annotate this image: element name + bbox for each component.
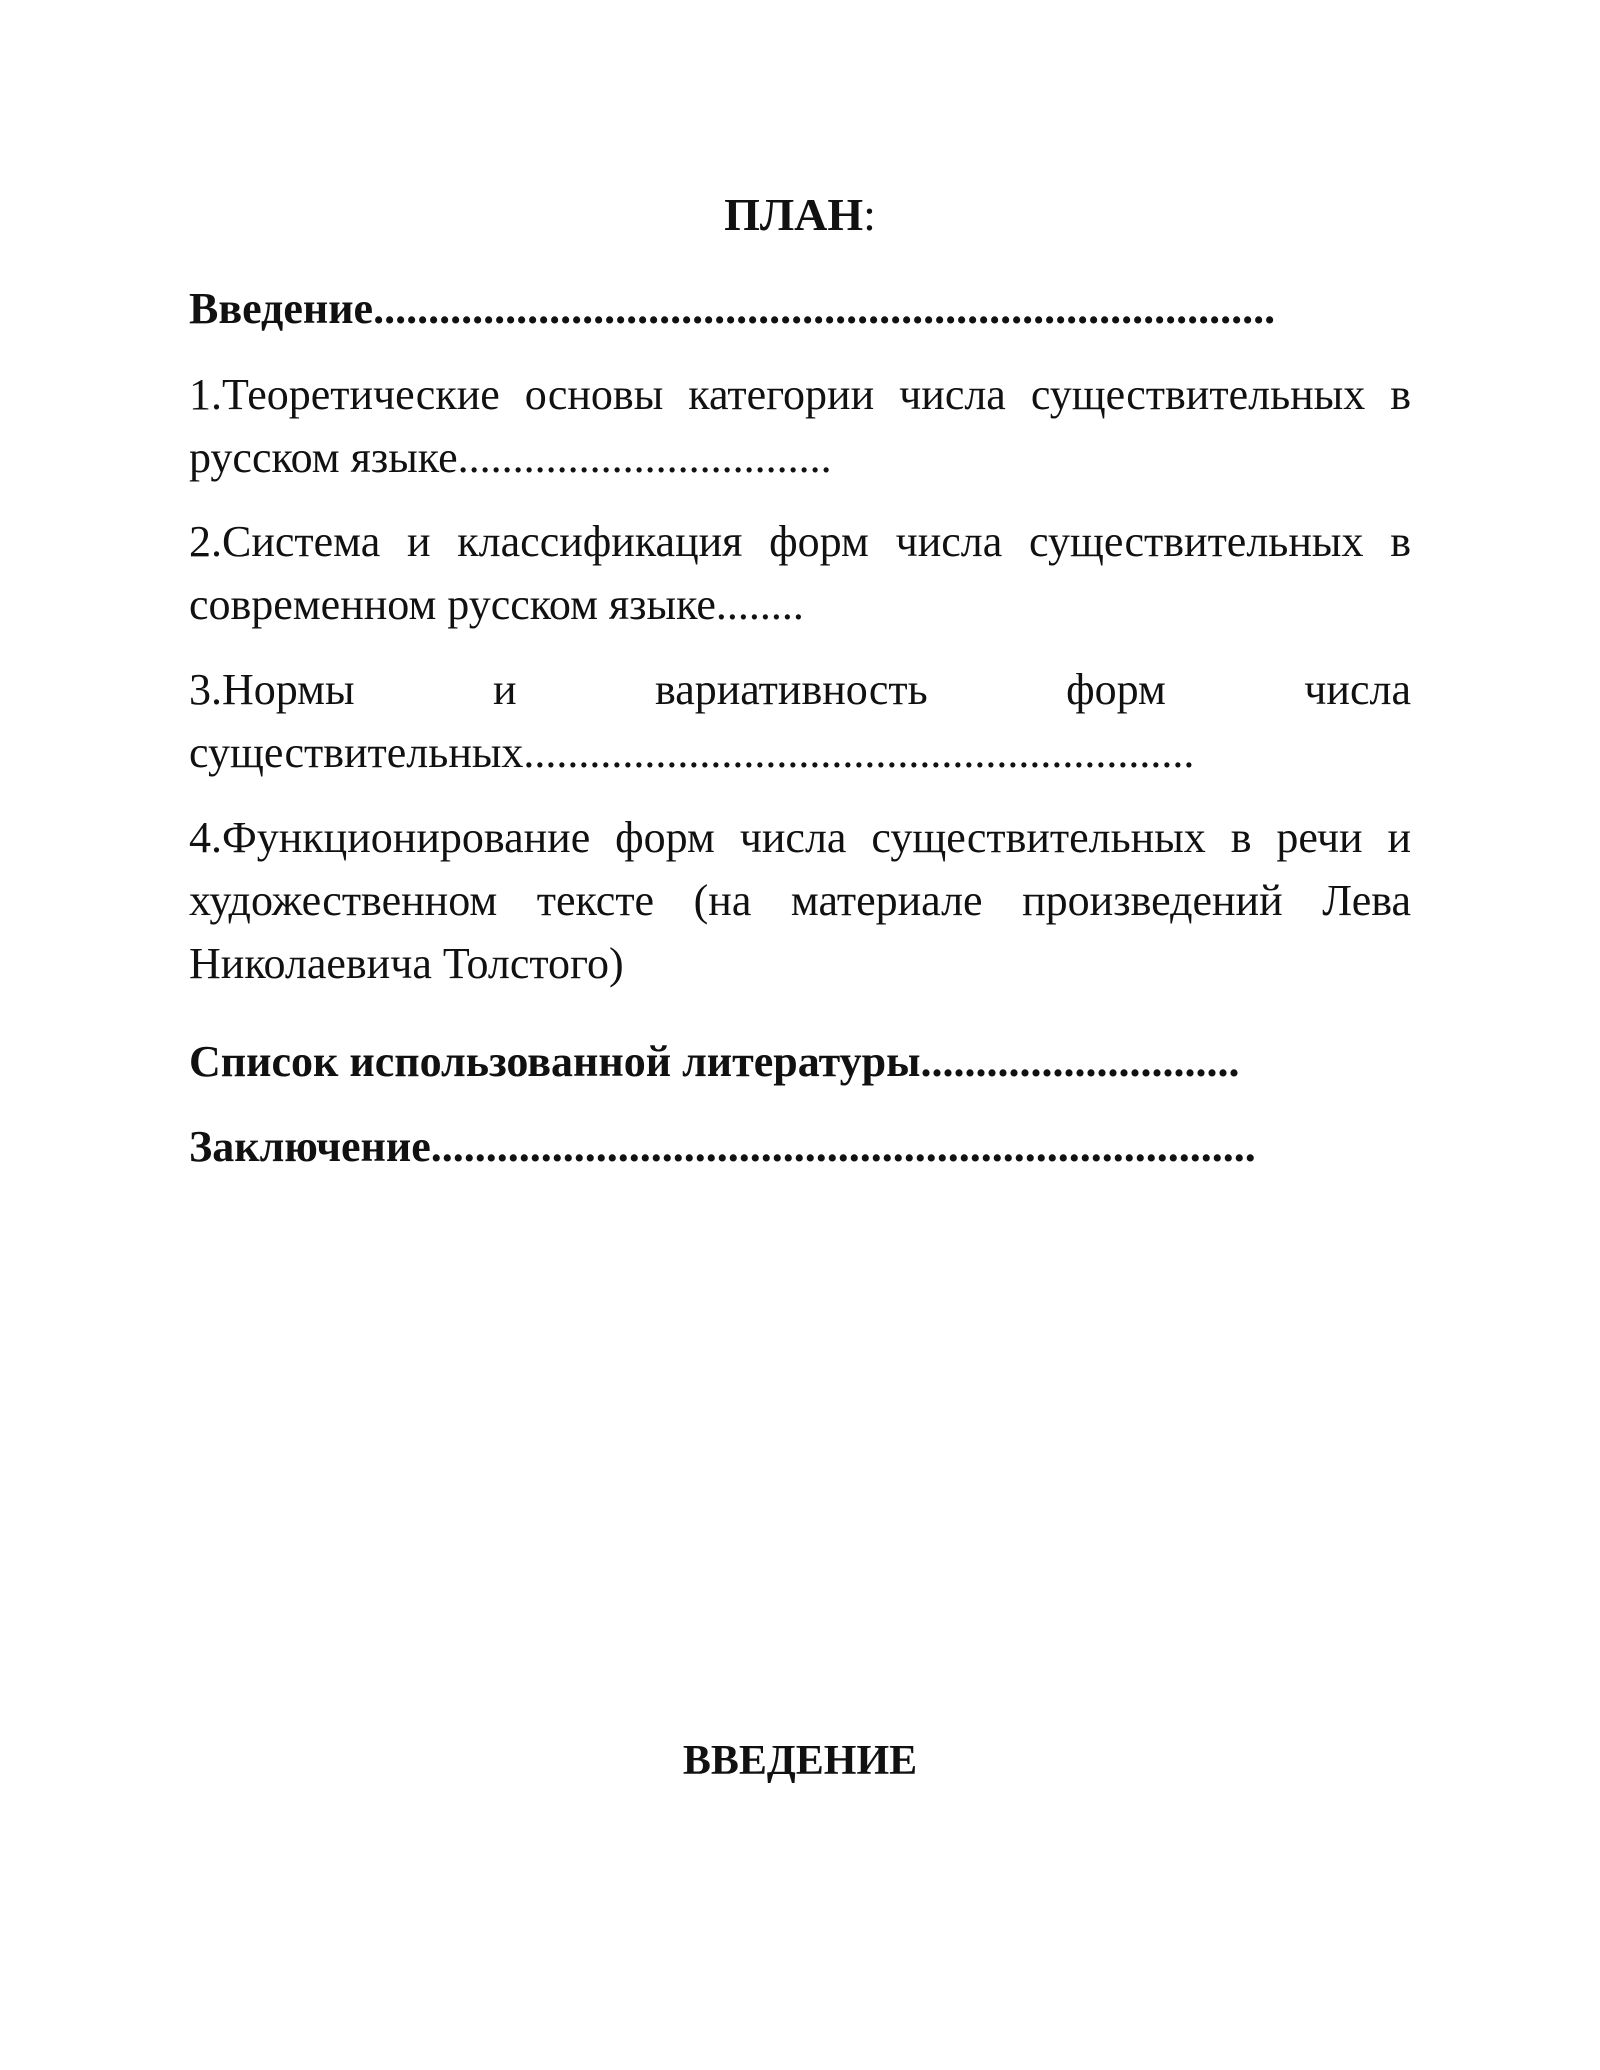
plan-heading-text: ПЛАН [724,189,864,240]
toc-entry-bibliography: Список использованной литературы............................. [189,1037,1240,1086]
toc-entry-chapter-4: 4.Функционирование форм числа существительных в речи и художественном тексте (на материале произведений Лева Николаевича Толстого) [189,813,1411,988]
plan-heading-colon: : [863,189,876,240]
toc-entry-chapter-2: 2.Система и классификация форм числа существительных в современном русском языке........ [189,517,1411,629]
section-heading-introduction: ВВЕДЕНИЕ [682,1738,918,1784]
toc-entry-chapter-1: 1.Теоретические основы категории числа существительных в русском языке.................................. [189,370,1411,482]
plan-heading [0,187,1600,243]
toc-entry-introduction: Введение.................................................................................. [189,284,1276,333]
toc-entry-chapter-3: 3.Нормы и вариативность форм числа существительных............................................................. [189,665,1411,777]
toc-entry-conclusion: Заключение........................................................................... [189,1122,1256,1171]
